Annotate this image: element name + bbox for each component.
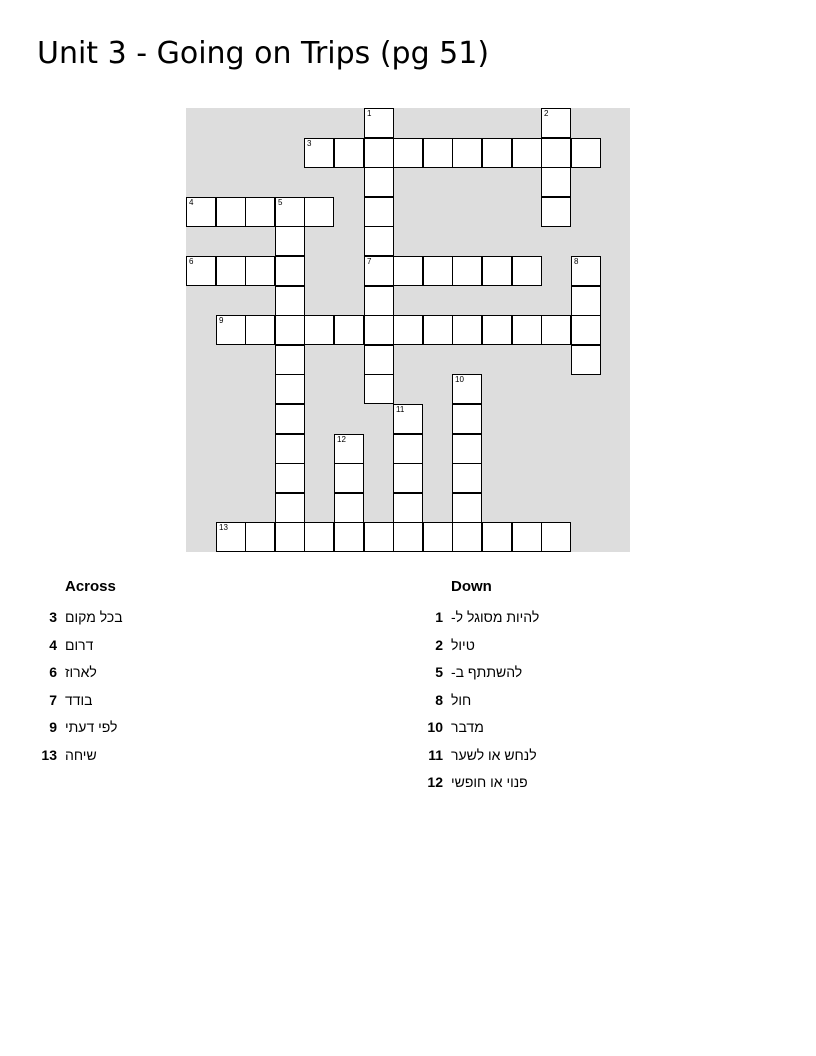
clue-text: מדבר [451, 719, 484, 735]
clue-number: 9 [219, 316, 224, 325]
clue-text: להיות מסוגל ל- [451, 609, 540, 625]
crossword-cell[interactable] [275, 493, 305, 523]
crossword-cell[interactable] [364, 138, 394, 168]
crossword-cell[interactable] [334, 434, 364, 464]
crossword-cell[interactable] [423, 138, 453, 168]
clue-number-label: 7 [49, 691, 57, 708]
crossword-cell[interactable] [334, 138, 364, 168]
clue-number-label: 4 [49, 636, 57, 653]
crossword-cell[interactable] [364, 315, 394, 345]
down-clue [413, 662, 522, 682]
crossword-cell[interactable] [364, 226, 394, 256]
crossword-cell[interactable] [275, 434, 305, 464]
crossword-cell[interactable] [275, 256, 305, 286]
crossword-cell[interactable] [452, 463, 482, 493]
down-clue [413, 772, 528, 792]
crossword-cell[interactable] [452, 138, 482, 168]
crossword-cell[interactable] [452, 374, 482, 404]
clue-number: 8 [574, 257, 579, 266]
crossword-cell[interactable] [245, 256, 275, 286]
down-clue [413, 635, 475, 655]
crossword-cell[interactable] [216, 522, 246, 552]
across-clue [27, 607, 123, 627]
crossword-cell[interactable] [334, 315, 364, 345]
clue-text: בודד [65, 691, 93, 708]
crossword-cell[interactable] [423, 522, 453, 552]
crossword-cell[interactable] [482, 522, 512, 552]
crossword-cell[interactable] [571, 256, 601, 286]
crossword-cell[interactable] [571, 315, 601, 345]
clue-number-label: 5 [435, 664, 443, 680]
crossword-cell[interactable] [482, 138, 512, 168]
clue-number-label: 8 [435, 691, 443, 708]
down-clue [413, 717, 484, 737]
crossword-cell[interactable] [334, 463, 364, 493]
clue-text: חול [451, 691, 472, 708]
across-heading: Across [65, 578, 116, 595]
clue-number: 10 [455, 375, 464, 384]
crossword-cell[interactable] [393, 404, 423, 434]
crossword-cell[interactable] [541, 167, 571, 197]
crossword-cell[interactable] [423, 256, 453, 286]
crossword-cell[interactable] [304, 315, 334, 345]
crossword-cell[interactable] [304, 522, 334, 552]
crossword-cell[interactable] [334, 522, 364, 552]
clue-number: 3 [307, 139, 312, 148]
crossword-cell[interactable] [364, 286, 394, 316]
crossword-cell[interactable] [571, 286, 601, 316]
clue-text: לפי דעתי [65, 719, 118, 735]
crossword-cell[interactable] [452, 493, 482, 523]
crossword-cell[interactable] [364, 256, 394, 286]
crossword-cell[interactable] [216, 315, 246, 345]
across-clue [27, 635, 93, 655]
down-clue [413, 690, 471, 710]
down-clue [413, 745, 537, 765]
clue-number: 7 [367, 257, 372, 266]
clue-number: 2 [544, 109, 549, 118]
crossword-cell[interactable] [275, 197, 305, 227]
crossword-cell[interactable] [571, 345, 601, 375]
crossword-cell[interactable] [512, 522, 542, 552]
crossword-cell[interactable] [393, 493, 423, 523]
crossword-cell[interactable] [275, 315, 305, 345]
clue-number: 5 [278, 198, 283, 207]
crossword-cell[interactable] [541, 197, 571, 227]
down-clue [413, 607, 539, 627]
across-clue [27, 717, 117, 737]
clue-text: טיול [451, 636, 475, 653]
across-clue [27, 690, 93, 710]
crossword-cell[interactable] [275, 522, 305, 552]
clue-number-label: 2 [435, 636, 443, 653]
crossword-cell[interactable] [216, 256, 246, 286]
crossword-cell[interactable] [512, 256, 542, 286]
crossword-cell[interactable] [245, 522, 275, 552]
crossword-cell[interactable] [186, 256, 216, 286]
clue-number-label: 13 [41, 746, 57, 763]
crossword-cell[interactable] [452, 315, 482, 345]
crossword-cell[interactable] [541, 315, 571, 345]
clue-number-label: 9 [49, 719, 57, 735]
clue-text: לנחש או לשער [451, 746, 537, 763]
crossword-cell[interactable] [304, 197, 334, 227]
clue-number-label: 1 [435, 609, 443, 625]
down-heading: Down [451, 578, 492, 595]
crossword-cell[interactable] [364, 522, 394, 552]
crossword-cell[interactable] [364, 197, 394, 227]
clue-number: 1 [367, 109, 372, 118]
crossword-cell[interactable] [364, 374, 394, 404]
crossword-cell[interactable] [393, 138, 423, 168]
crossword-cell[interactable] [512, 138, 542, 168]
crossword-cell[interactable] [393, 463, 423, 493]
crossword-cell[interactable] [275, 286, 305, 316]
crossword-cell[interactable] [541, 522, 571, 552]
crossword-cell[interactable] [541, 138, 571, 168]
crossword-cell[interactable] [571, 138, 601, 168]
across-clue [27, 662, 97, 682]
crossword-cell[interactable] [245, 315, 275, 345]
clue-number: 4 [189, 198, 194, 207]
crossword-cell[interactable] [393, 522, 423, 552]
clue-number-label: 10 [427, 719, 443, 735]
crossword-cell[interactable] [275, 345, 305, 375]
clue-text: לארוז [65, 664, 97, 680]
clue-text: בכל מקום [65, 609, 123, 625]
crossword-grid [186, 108, 630, 552]
crossword-cell[interactable] [364, 167, 394, 197]
crossword-cell[interactable] [393, 434, 423, 464]
clue-number-label: 6 [49, 664, 57, 680]
crossword-cell[interactable] [512, 315, 542, 345]
crossword-cell[interactable] [275, 463, 305, 493]
crossword-cell[interactable] [541, 108, 571, 138]
crossword-cell[interactable] [482, 256, 512, 286]
crossword-cell[interactable] [452, 434, 482, 464]
crossword-cell[interactable] [275, 226, 305, 256]
clue-number: 6 [189, 257, 194, 266]
crossword-cell[interactable] [304, 138, 334, 168]
page-title: Unit 3 - Going on Trips (pg 51) [37, 36, 490, 71]
clue-number-label: 12 [427, 774, 443, 790]
clue-number-label: 11 [428, 746, 443, 763]
crossword-cell[interactable] [452, 256, 482, 286]
clue-number: 11 [396, 405, 405, 414]
crossword-cell[interactable] [275, 404, 305, 434]
clue-text: פנוי או חופשי [451, 774, 528, 790]
clue-number: 12 [337, 435, 346, 444]
crossword-cell[interactable] [216, 197, 246, 227]
crossword-cell[interactable] [393, 315, 423, 345]
crossword-cell[interactable] [393, 256, 423, 286]
crossword-cell[interactable] [364, 108, 394, 138]
clue-number-label: 3 [49, 609, 57, 625]
clue-text: להשתתף ב- [451, 664, 523, 680]
crossword-cell[interactable] [275, 374, 305, 404]
clue-number: 13 [219, 523, 228, 532]
clue-text: דרום [65, 636, 94, 653]
crossword-cell[interactable] [482, 315, 512, 345]
crossword-cell[interactable] [334, 493, 364, 523]
crossword-cell[interactable] [364, 345, 394, 375]
crossword-cell[interactable] [186, 197, 216, 227]
crossword-cell[interactable] [452, 522, 482, 552]
crossword-cell[interactable] [423, 315, 453, 345]
across-clue [27, 745, 97, 765]
crossword-cell[interactable] [245, 197, 275, 227]
clue-text: שיחה [65, 746, 97, 763]
crossword-cell[interactable] [452, 404, 482, 434]
